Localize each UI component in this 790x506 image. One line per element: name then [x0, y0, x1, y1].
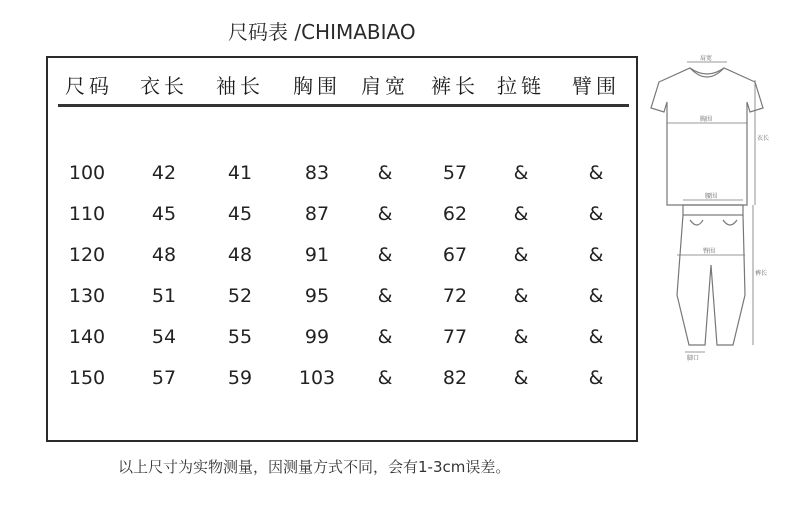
pants-diagram — [677, 200, 753, 352]
page-title: 尺码表 /CHIMABIAO — [228, 20, 416, 44]
table-cell: 42 — [151, 162, 177, 184]
pants-label-waist: 腰围 — [705, 193, 718, 200]
tee-label-length: 衣长 — [757, 135, 770, 142]
table-cell: & — [377, 203, 393, 225]
table-cell: 100 — [68, 162, 106, 184]
table-cell: & — [513, 162, 529, 184]
table-cell: 87 — [304, 203, 330, 225]
header-sleeve-length: 袖长 — [216, 74, 264, 98]
table-cell: 51 — [151, 285, 177, 307]
table-cell: 82 — [442, 367, 468, 389]
table-cell: 77 — [442, 326, 468, 348]
table-cell: 54 — [151, 326, 177, 348]
tee-label-shoulder: 肩宽 — [700, 55, 713, 62]
table-cell: 140 — [68, 326, 106, 348]
pants-label-length: 裤长 — [755, 270, 768, 277]
table-cell: & — [513, 203, 529, 225]
header-chest: 胸围 — [293, 74, 341, 98]
table-cell: 55 — [227, 326, 253, 348]
table-cell: 41 — [227, 162, 253, 184]
tee-label-chest: 胸围 — [700, 116, 713, 123]
table-cell: 110 — [68, 203, 106, 225]
table-cell: 150 — [68, 367, 106, 389]
table-cell: & — [588, 285, 604, 307]
table-cell: 67 — [442, 244, 468, 266]
table-cell: 130 — [68, 285, 106, 307]
table-cell: 103 — [298, 367, 336, 389]
table-cell: 91 — [304, 244, 330, 266]
table-cell: & — [588, 203, 604, 225]
table-cell: & — [513, 326, 529, 348]
size-table — [46, 56, 638, 442]
header-divider — [58, 104, 629, 107]
table-cell: 120 — [68, 244, 106, 266]
pants-label-hip: 臀围 — [703, 248, 716, 255]
table-cell: 83 — [304, 162, 330, 184]
table-cell: & — [377, 244, 393, 266]
table-cell: 59 — [227, 367, 253, 389]
table-cell: 52 — [227, 285, 253, 307]
table-cell: 48 — [151, 244, 177, 266]
table-cell: 62 — [442, 203, 468, 225]
table-cell: & — [377, 285, 393, 307]
table-cell: 99 — [304, 326, 330, 348]
header-zipper: 拉链 — [497, 74, 545, 98]
header-pants-length: 裤长 — [431, 74, 479, 98]
table-cell: & — [377, 162, 393, 184]
measurement-note: 以上尺寸为实物测量，因测量方式不同，会有1-3cm误差。 — [118, 458, 511, 476]
table-cell: & — [513, 244, 529, 266]
table-cell: & — [513, 285, 529, 307]
tshirt-diagram — [651, 62, 763, 205]
table-cell: 57 — [151, 367, 177, 389]
table-cell: 72 — [442, 285, 468, 307]
table-cell: & — [588, 162, 604, 184]
table-cell: 45 — [227, 203, 253, 225]
table-cell: & — [377, 367, 393, 389]
table-cell: 48 — [227, 244, 253, 266]
size-diagram — [645, 50, 785, 380]
header-shoulder: 肩宽 — [361, 74, 409, 98]
header-arm: 臂围 — [572, 74, 620, 98]
header-size: 尺码 — [65, 74, 113, 98]
pants-label-leg-opening: 脚口 — [687, 355, 700, 362]
table-cell: & — [377, 326, 393, 348]
table-cell: & — [588, 367, 604, 389]
table-cell: & — [588, 244, 604, 266]
table-cell: 45 — [151, 203, 177, 225]
header-garment-length: 衣长 — [140, 74, 188, 98]
table-cell: 57 — [442, 162, 468, 184]
table-cell: & — [513, 367, 529, 389]
table-cell: & — [588, 326, 604, 348]
table-cell: 95 — [304, 285, 330, 307]
